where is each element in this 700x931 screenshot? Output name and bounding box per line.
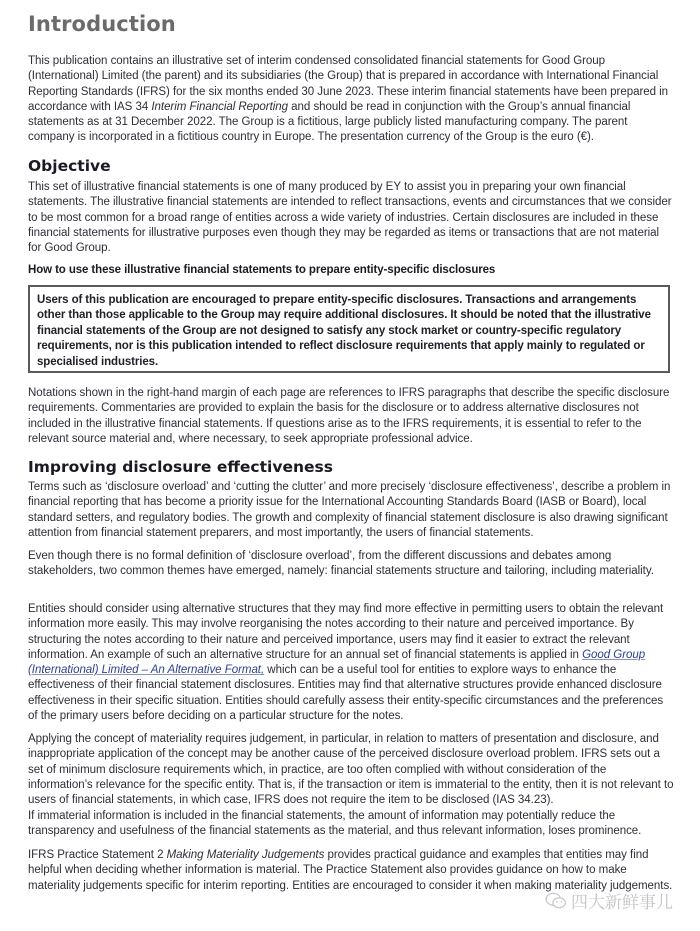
improving-paragraph-1: Terms such as ‘disclosure overload’ and ‘cutting the clutter’ and more precisely ‘disclosure effectiveness’, describe a problem in financial reporting that has become a priority issue for the International Accounting Standards Board (IASB or Board), local standard setters, and regulatory bodies. The growth and complexity of financial statement disclosure is also drawing significant attention from financial statement preparers, and most importantly, the users of financial statements. xyxy=(28,481,671,539)
wechat-icon xyxy=(545,892,567,910)
p5-text: IFRS Practice Statement 2 xyxy=(28,849,167,861)
objective-paragraph: This set of illustrative financial statements is one of many produced by EY to assist you in preparing your own financial statements. The illustrative financial statements are intended to reflect transactions, events and circumstances that we consider to be most common for a broad range of entities across a wide variety of industries. Certain disclosures are included in these financial statements for illustrative purposes even though they may be regarded as items or transactions that are not material for Good Group. xyxy=(28,181,672,255)
callout-box xyxy=(28,285,670,373)
intro-text-end: and should be read in conjunction with the Group’s annual financial statements as at 31 December 2022. The Group is a fictitious, large publicly listed manufacturing company. The parent company is incorporated in a fictitious country in Europe. The presentation currency of the Group is the euro (€). xyxy=(28,100,631,144)
callout-text: Users of this publication are encouraged to prepare entity-specific disclosures. Transactions and arrangements other than those applicable to the Group may require additional disclosures. It should be noted that the illustrative financial statements of the Group are not designed to satisfy any stock market or country-specific regulatory requirements, nor is this publication intended to reflect disclosure requirements that apply mainly to regulated or specialised industries. xyxy=(37,294,651,368)
watermark-text: 四大新鲜事儿 xyxy=(571,893,673,913)
intro-paragraph xyxy=(28,54,674,146)
notations-paragraph: Notations shown in the right-hand margin of each page are references to IFRS paragraphs that describe the specific disclosure requirements. Commentaries are provided to explain the basis for the disclosure or to address alternative disclosures not included in the illustrative financial statements. If questions arise as to the IFRS requirements, it is essential to refer to the relevant source material and, where necessary, to seek appropriate professional advice. xyxy=(28,387,670,445)
p5-italic-title: Making Materiality Judgements xyxy=(166,849,325,861)
improving-paragraph-4a: Applying the concept of materiality requires judgement, in particular, in relation to matters of presentation and disclosure, and inappropriate application of the concept may be another cause of the perceived disclosure overload problem. IFRS sets out a set of minimum disclosure requirements which, in practice, are too often complied with without consideration of the information’s relevance for the specific entity. That is, if the transaction or item is immaterial to the entity, then it is not relevant to users of financial statements, in which case, IFRS does not require the item to be disclosed (IAS 34.23). xyxy=(28,733,674,807)
improving-paragraph-5 xyxy=(28,848,674,894)
p3-text: Entities should consider using alternative structures that they may find more effective in permitting users to obtain the relevant information more easily. This may involve reorganising the notes according to their nature and perceived importance. By structuring the notes according to their nature and perceived importance, users may find it easier to extract the relevant information. An example of such an alternative structure for an annual set of financial statements is applied in xyxy=(28,603,664,661)
p5-text-end: provides practical guidance and examples that entities may find helpful when deciding whether information is material. The Practice Statement also provides guidance on how to make materiality judgements specific for interim reporting. Entities are encouraged to consider it when making materiality judgements. xyxy=(28,849,673,892)
p3-text-end: which can be a useful tool for entities to explore ways to enhance the effectiveness of their financial statement disclosures. Entities may find that alternative structures provide enhanced disclosure effectiveness in their specific situation. Entities should carefully assess their entity-specific circumstances and the preferences of the primary users before deciding on a particular structure for the notes. xyxy=(28,664,664,723)
improving-paragraph-3 xyxy=(28,602,674,724)
how-to-use-subheading: How to use these illustrative financial statements to prepare entity-specific disclosures xyxy=(28,264,496,276)
alternative-format-link[interactable]: Good Group (International) Limited – An Alternative Format, xyxy=(28,648,646,677)
intro-italic-title: Interim Financial Reporting xyxy=(151,100,289,113)
objective-heading: Objective xyxy=(28,157,111,175)
page-title: Introduction xyxy=(28,12,176,36)
intro-text: This publication contains an illustrative set of interim condensed consolidated financial statements for Good Group (International) Limited (the parent) and its subsidiaries (the Group) that is prepared in accordance with International Financial Reporting Standards (IFRS) for the six months ended 30 June 2023. These interim financial statements have been prepared in accordance with IAS 34 xyxy=(28,55,669,113)
watermark xyxy=(545,888,673,913)
improving-paragraph-2: Even though there is no formal definition of ‘disclosure overload’, from the different discussions and debates among stakeholders, two common themes have emerged, namely: financial statements structure and tailoring, including materiality. xyxy=(28,550,654,578)
improving-paragraph-4b: If immaterial information is included in the financial statements, the amount of information may potentially reduce the transparency and usefulness of the financial statements as the material, and thus relevant information, loses prominence. xyxy=(28,810,642,838)
improving-heading: Improving disclosure effectiveness xyxy=(28,458,333,476)
